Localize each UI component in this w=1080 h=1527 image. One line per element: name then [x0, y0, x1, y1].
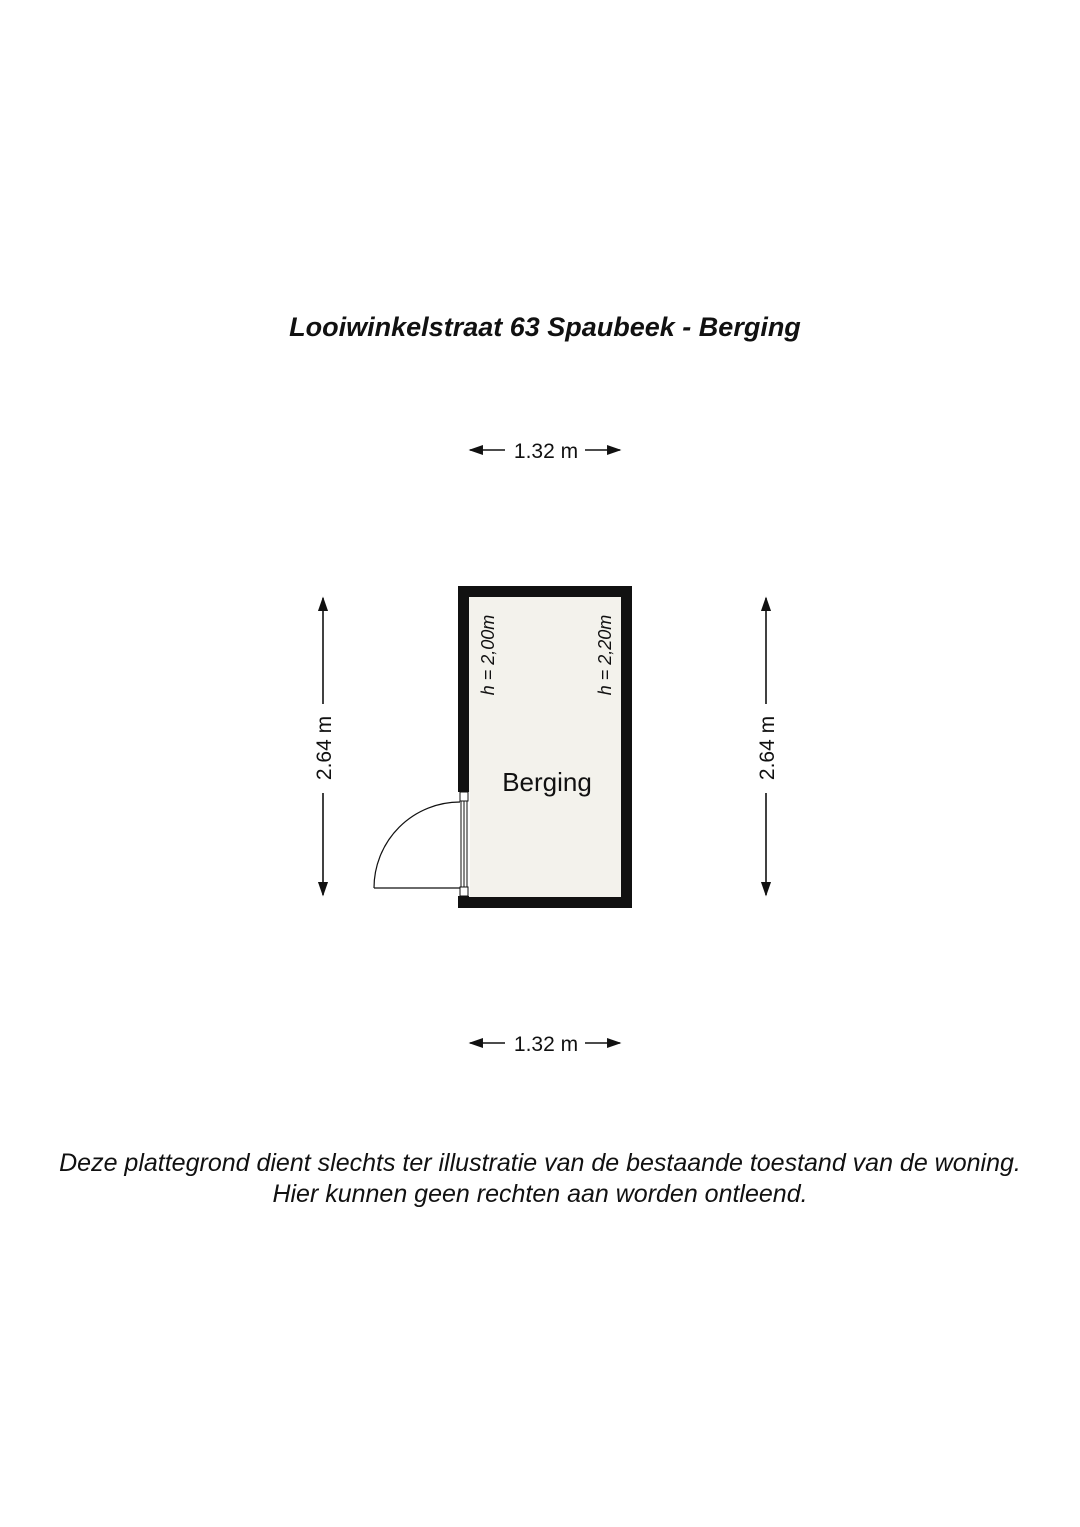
left-depth-label: 2.64 m: [313, 715, 336, 781]
door-jamb-bottom: [460, 887, 468, 896]
door-opening: [456, 792, 470, 896]
top-width-dimension: [470, 440, 620, 463]
door-jamb-top: [460, 792, 468, 801]
ceiling-height-left-label: h = 2,00m: [478, 614, 498, 696]
right-depth-label: 2.64 m: [756, 715, 779, 781]
plan-title: Looiwinkelstraat 63 Spaubeek - Berging: [289, 312, 801, 342]
room-berging: [374, 586, 632, 908]
disclaimer-line-1: Deze plattegrond dient slechts ter illustratie van de bestaande toestand van de woning.: [59, 1149, 1021, 1177]
top-width-label: 1.32 m: [513, 440, 579, 463]
disclaimer: [0, 1148, 1080, 1210]
bottom-width-dimension: [470, 1033, 620, 1056]
disclaimer-line-2: Hier kunnen geen rechten aan worden ontleend.: [272, 1180, 808, 1208]
door-swing-arc: [374, 802, 460, 888]
ceiling-height-right-label: h = 2,20m: [595, 614, 615, 696]
bottom-width-label: 1.32 m: [513, 1033, 579, 1056]
room-name-label: Berging: [502, 767, 592, 797]
right-depth-dimension: [756, 598, 779, 895]
left-depth-dimension: [313, 598, 336, 895]
